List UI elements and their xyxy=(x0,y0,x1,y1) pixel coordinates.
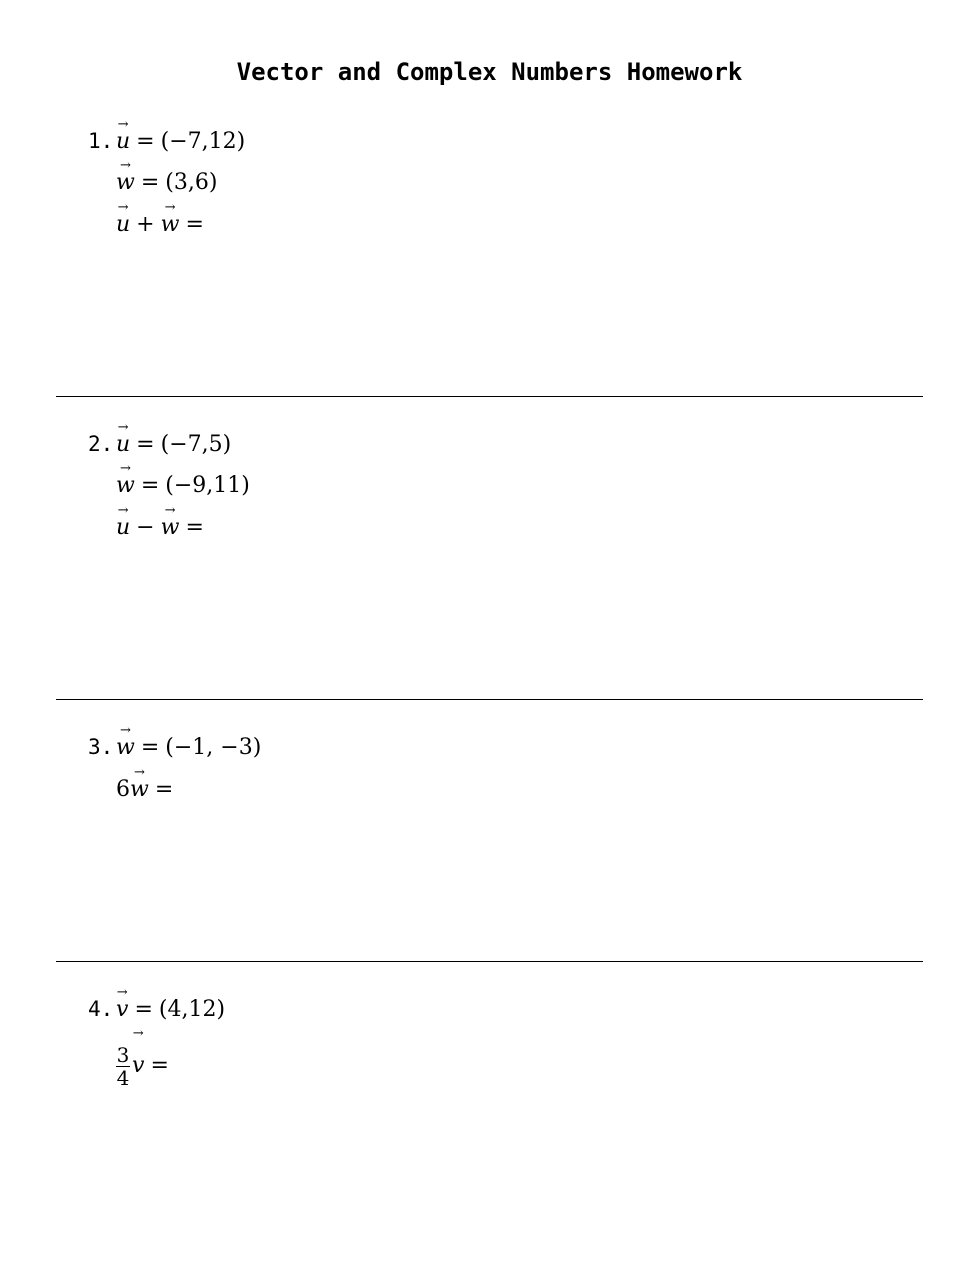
equals-sign: = xyxy=(134,997,153,1022)
vector-value: (−9,11) xyxy=(165,473,250,498)
problem-1-line-1 xyxy=(88,117,246,168)
equals-sign: = xyxy=(140,735,160,760)
equals-sign: = xyxy=(136,129,155,154)
vector-w-symbol: → w xyxy=(116,723,135,760)
vector-w-symbol: → w xyxy=(130,765,149,802)
problem-4-line-1 xyxy=(88,985,226,1036)
problem-3-line-1 xyxy=(88,723,262,774)
divider xyxy=(56,961,923,962)
equals-sign: = xyxy=(136,432,155,457)
vector-v-symbol: → v xyxy=(132,1026,145,1078)
fraction-numerator: 3 xyxy=(116,1042,130,1067)
equals-sign: = xyxy=(140,473,160,498)
equals-sign: = xyxy=(140,170,160,195)
operator: + xyxy=(136,212,155,237)
vector-u-symbol: → u xyxy=(116,117,131,154)
problem-1-line-3 xyxy=(116,200,210,252)
equals-sign: = xyxy=(185,515,204,540)
equals-sign: = xyxy=(154,777,174,802)
vector-value: (3,6) xyxy=(165,170,218,195)
problem-3-line-2 xyxy=(116,765,179,817)
problem-number: 3. xyxy=(88,735,114,759)
vector-w-symbol: → w xyxy=(160,503,180,540)
vector-w-symbol: → w xyxy=(116,461,135,498)
vector-u-symbol: → u xyxy=(116,200,131,237)
scalar: 6 xyxy=(116,777,130,802)
problem-2-line-1 xyxy=(88,420,232,471)
vector-v-symbol: → v xyxy=(116,985,129,1022)
fraction xyxy=(116,1044,130,1089)
vector-value: (4,12) xyxy=(158,997,226,1022)
equals-sign: = xyxy=(185,212,204,237)
operator: − xyxy=(136,515,155,540)
problem-number: 1. xyxy=(88,129,114,153)
fraction-denominator: 4 xyxy=(116,1065,130,1090)
problem-4-line-2 xyxy=(116,1026,175,1096)
vector-u-symbol: → u xyxy=(116,503,131,540)
problem-2-line-3 xyxy=(116,503,210,555)
equals-sign: = xyxy=(150,1053,169,1078)
vector-w-symbol: → w xyxy=(116,158,135,195)
problem-number: 4. xyxy=(88,997,114,1021)
vector-w-symbol: → w xyxy=(160,200,180,237)
problem-2-line-2 xyxy=(116,461,250,513)
vector-value: (−1, −3) xyxy=(165,735,262,760)
vector-value: (−7,5) xyxy=(160,432,232,457)
page-title: Vector and Complex Numbers Homework xyxy=(236,58,743,86)
vector-u-symbol: → u xyxy=(116,420,131,457)
divider xyxy=(56,396,923,397)
vector-value: (−7,12) xyxy=(160,129,246,154)
divider xyxy=(56,699,923,700)
problem-number: 2. xyxy=(88,432,114,456)
